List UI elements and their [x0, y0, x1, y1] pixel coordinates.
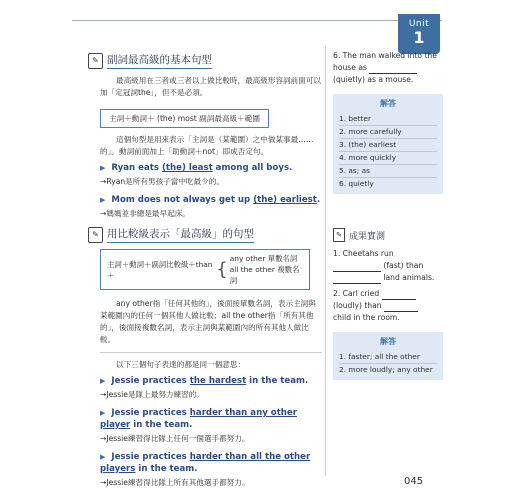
- example-sentence: [100, 162, 322, 174]
- answer-box: [333, 332, 443, 380]
- answer-box: [333, 94, 443, 194]
- translation: →Jessie是隊上最努力練習的。: [100, 390, 204, 399]
- formula-option: any other 單數名詞: [229, 254, 298, 263]
- triangle-bullet-icon: ▶: [100, 196, 106, 204]
- explain-paragraph: any other指「任何其他的」，後面接單數名詞，表示主詞與某範圍內的任何一個其他人做比較；all the other指「所有其他的」，後面接複數名詞，表示主詞與某範圍內的所有其他人做比較。: [100, 299, 316, 344]
- translation: →媽媽並非總是最早起床。: [100, 209, 190, 218]
- top-rule: [72, 20, 442, 21]
- translation: →Ryan是所有男孩子當中吃最少的。: [100, 177, 224, 186]
- formula-text: 主詞＋動詞＋副詞比較級＋than＋: [107, 259, 213, 280]
- example-text: Jessie practices: [111, 376, 190, 386]
- section-title: 副詞最高級的基本句型: [107, 52, 212, 69]
- example-highlight: the hardest: [189, 376, 247, 386]
- section-title: 用比較級表示「最高級」的句型: [107, 226, 254, 243]
- note-paragraph: 以下三個句子表達的都是同一個意思：: [116, 360, 246, 369]
- question-text: (loudly) than: [333, 301, 382, 310]
- example-highlight: (the) earliest: [253, 195, 317, 205]
- practice-title: 成果實測: [349, 231, 386, 242]
- example-text: among all boys.: [212, 163, 293, 173]
- column-divider: [325, 46, 326, 476]
- example-text: Jessie practices: [111, 452, 190, 462]
- practice-question: [333, 248, 443, 284]
- answer-item: 4. more quickly: [339, 152, 437, 165]
- question-text: land animals.: [383, 273, 435, 282]
- example-text: in the team.: [135, 464, 198, 474]
- example-text: in the team.: [246, 376, 309, 386]
- answer-item: 6. quietly: [339, 179, 374, 188]
- question-text: (fast) than: [383, 261, 424, 270]
- answer-item: 2. more carefully: [339, 126, 437, 139]
- answer-blank: [382, 291, 416, 300]
- answer-item: 3. (the) earliest: [339, 139, 437, 152]
- intro-paragraph: 最高級用在三者或三者以上做比較時，最高級形容詞前面可以加「定冠詞the」，但不是必須。: [100, 76, 322, 97]
- example-text: Mom does not always get up: [111, 195, 254, 205]
- example-highlight: harder than any other player: [100, 408, 297, 430]
- formula-box: 主詞＋動詞＋ (the) most 副詞最高級＋範圍: [100, 109, 269, 128]
- explain-paragraph: 這個句型是用來表示「主詞是（某範圍）之中做某事最……的」。動詞前面加上「助動詞＋not」即成否定句。: [100, 135, 314, 156]
- example-sentence: [100, 194, 322, 206]
- divider: [100, 352, 322, 353]
- triangle-bullet-icon: ▶: [100, 409, 106, 417]
- example-sentence: [100, 375, 322, 387]
- question-text: child in the room.: [333, 313, 400, 322]
- example-text: in the team.: [130, 420, 193, 430]
- brace-icon: {: [216, 258, 228, 280]
- section-heading-1: [88, 52, 322, 69]
- pencil-icon: ✎: [333, 228, 345, 242]
- question-text: 2. Carl cried: [333, 289, 380, 298]
- question-text: 6. The man walked into the house as: [333, 51, 437, 72]
- note-icon: ✎: [88, 227, 103, 243]
- note-icon: ✎: [88, 53, 103, 69]
- triangle-bullet-icon: ▶: [100, 453, 106, 461]
- answer-blank: [333, 275, 381, 284]
- page-number: 045: [404, 476, 424, 487]
- unit-label: Unit: [408, 19, 430, 29]
- translation: →Jessie練習得比隊上所有其他選手都努力。: [100, 478, 250, 487]
- triangle-bullet-icon: ▶: [100, 164, 106, 172]
- answer-title: 解答: [380, 337, 396, 346]
- answer-blank: [333, 263, 381, 272]
- unit-number: 1: [413, 28, 425, 47]
- answer-blank: [384, 303, 418, 312]
- triangle-bullet-icon: ▶: [100, 377, 106, 385]
- example-text: .: [316, 195, 321, 205]
- formula-option: all the other 複數名詞: [229, 265, 300, 285]
- example-highlight: harder than all the other players: [100, 452, 311, 474]
- answer-item: 1. faster; all the other: [339, 351, 437, 364]
- unit-tab: [398, 14, 440, 54]
- side-column: [333, 50, 443, 390]
- practice-question: [333, 288, 443, 324]
- example-sentence: [100, 451, 322, 475]
- exercise-question: [333, 50, 443, 86]
- example-text: Ryan eats: [111, 163, 162, 173]
- example-sentence: [100, 407, 322, 431]
- example-text: Jessie practices: [111, 408, 190, 418]
- translation: →Jessie練習得比隊上任何一個選手都努力。: [100, 434, 250, 443]
- formula-box: [100, 249, 310, 290]
- example-highlight: (the) least: [161, 163, 213, 173]
- main-column: [92, 46, 322, 495]
- answer-item: 1. better: [339, 113, 437, 126]
- answer-list: [339, 113, 437, 190]
- answer-item: 5. as; as: [339, 165, 437, 178]
- section-heading-2: [88, 226, 322, 243]
- question-text: (quietly) as a mouse.: [333, 75, 414, 84]
- answer-list: [339, 351, 437, 376]
- question-text: 1. Cheetahs run: [333, 249, 394, 258]
- formula-options: [230, 253, 303, 286]
- practice-heading: [333, 228, 443, 242]
- answer-item: 2. more loudly; any other: [339, 365, 433, 374]
- answer-title: 解答: [380, 99, 396, 108]
- answer-blank: [369, 65, 417, 74]
